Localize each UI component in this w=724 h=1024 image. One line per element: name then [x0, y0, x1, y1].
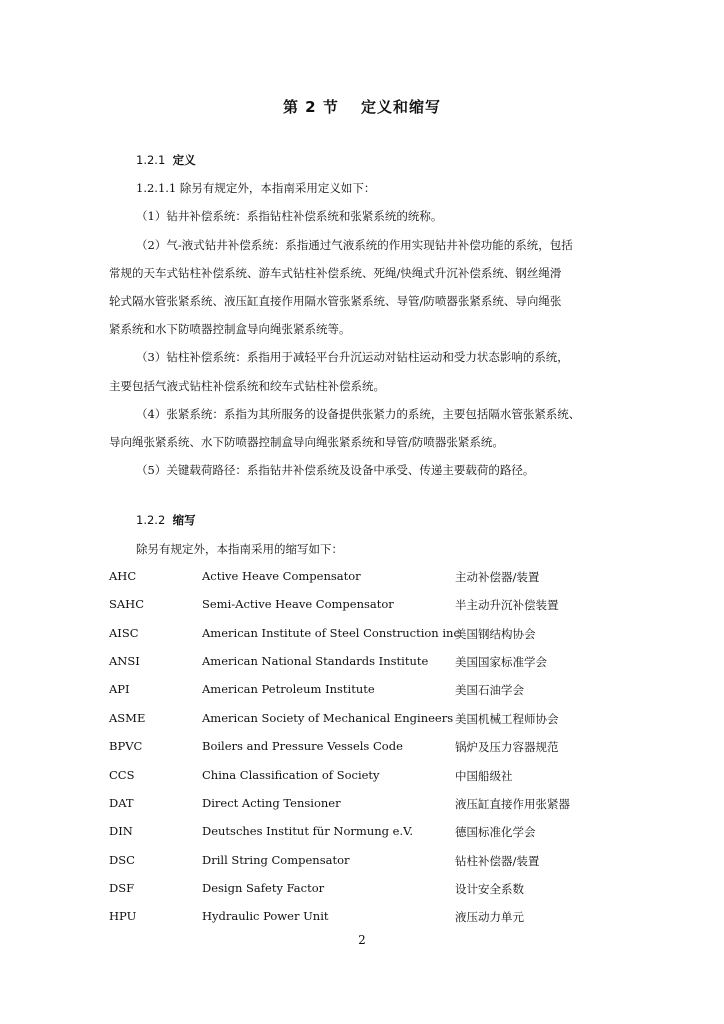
english-term: Boilers and Pressure Vessels Code	[202, 739, 403, 753]
abbreviation: AHC	[109, 569, 137, 583]
english-term: Hydraulic Power Unit	[202, 909, 329, 923]
abbreviation: BPVC	[109, 739, 143, 753]
english-term: Design Safety Factor	[202, 881, 325, 895]
table-row	[109, 909, 589, 925]
definition-item-2-line-2: 常规的天车式钻柱补偿系统、游车式钻柱补偿系统、死绳/快绳式升沉补偿系统、钢丝绳滑	[109, 266, 562, 280]
table-row	[109, 796, 589, 812]
table-row	[109, 597, 589, 613]
definitions-intro: 1.2.1.1 除另有规定外，本指南采用定义如下：	[136, 181, 376, 195]
table-row	[109, 682, 589, 698]
chinese-term: 主动补偿器/装置	[455, 570, 540, 584]
definitions-heading-number: 1.2.1	[136, 153, 166, 167]
chinese-term: 德国标准化学会	[455, 825, 536, 839]
abbreviations-heading-label: 缩写	[172, 513, 196, 527]
abbreviation: SAHC	[109, 597, 145, 611]
table-row	[109, 711, 589, 727]
chinese-term: 液压缸直接作用张紧器	[455, 797, 570, 811]
english-term: American National Standards Institute	[202, 654, 429, 668]
table-row	[109, 881, 589, 897]
definition-item-4-line-1: （4）张紧系统：系指为其所服务的设备提供张紧力的系统，主要包括隔水管张紧系统、	[136, 407, 581, 421]
english-term: Semi-Active Heave Compensator	[202, 597, 394, 611]
abbreviation: ASME	[109, 711, 146, 725]
chinese-term: 设计安全系数	[455, 882, 524, 896]
definition-item-4-line-2: 导向绳张紧系统、水下防喷器控制盒导向绳张紧系统和导管/防喷器张紧系统。	[109, 435, 504, 449]
english-term: China Classification of Society	[202, 768, 380, 782]
english-term: Deutsches Institut für Normung e.V.	[202, 824, 414, 838]
abbreviation: AISC	[109, 626, 139, 640]
table-row	[109, 768, 589, 784]
definition-item-2-line-1: （2）气-液式钻井补偿系统：系指通过气液系统的作用实现钻井补偿功能的系统，包括	[136, 238, 573, 252]
definition-item-5: （5）关键载荷路径：系指钻井补偿系统及设备中承受、传递主要载荷的路径。	[136, 463, 535, 477]
english-term: American Institute of Steel Construction inc	[202, 626, 460, 640]
chinese-term: 半主动升沉补偿装置	[455, 598, 559, 612]
chinese-term: 美国机械工程师协会	[455, 712, 559, 726]
definition-item-2-line-4: 紧系统和水下防喷器控制盒导向绳张紧系统等。	[109, 322, 351, 336]
chinese-term: 美国石油学会	[455, 683, 524, 697]
definitions-heading-label: 定义	[172, 153, 196, 167]
chinese-term: 美国钢结构协会	[455, 627, 536, 641]
definition-item-3-line-2: 主要包括气液式钻柱补偿系统和绞车式钻柱补偿系统。	[109, 379, 385, 393]
abbreviation: CCS	[109, 768, 135, 782]
abbreviations-heading-number: 1.2.2	[136, 513, 166, 527]
chinese-term: 液压动力单元	[455, 910, 524, 924]
table-row	[109, 853, 589, 869]
table-row	[109, 739, 589, 755]
table-row	[109, 654, 589, 670]
abbreviation: DSC	[109, 853, 135, 867]
table-row	[109, 626, 589, 642]
table-row	[109, 824, 589, 840]
abbreviations-heading	[136, 512, 196, 528]
english-term: Drill String Compensator	[202, 853, 350, 867]
definition-item-1: （1）钻井补偿系统：系指钻柱补偿系统和张紧系统的统称。	[136, 209, 443, 223]
chinese-term: 中国船级社	[455, 769, 513, 783]
abbreviation: HPU	[109, 909, 137, 923]
english-term: Active Heave Compensator	[202, 569, 361, 583]
abbreviation: API	[109, 682, 130, 696]
abbreviation: DSF	[109, 881, 135, 895]
abbreviation: ANSI	[109, 654, 140, 668]
page-title: 第 2 节 定义和缩写	[282, 98, 442, 116]
definition-item-2-line-3: 轮式隔水管张紧系统、液压缸直接作用隔水管张紧系统、导管/防喷器张紧系统、导向绳张	[109, 294, 562, 308]
chinese-term: 钻柱补偿器/装置	[455, 854, 540, 868]
chinese-term: 锅炉及压力容器规范	[455, 740, 559, 754]
abbreviation: DIN	[109, 824, 133, 838]
abbreviation: DAT	[109, 796, 134, 810]
table-row	[109, 569, 589, 585]
chinese-term: 美国国家标准学会	[455, 655, 547, 669]
definition-item-3-line-1: （3）钻柱补偿系统：系指用于减轻平台升沉运动对钻柱运动和受力状态影响的系统，	[136, 350, 569, 364]
english-term: American Petroleum Institute	[202, 682, 375, 696]
abbreviations-intro: 除另有规定外，本指南采用的缩写如下：	[136, 542, 343, 556]
english-term: Direct Acting Tensioner	[202, 796, 341, 810]
definitions-heading	[136, 152, 196, 168]
page-number: 2	[358, 933, 366, 947]
english-term: American Society of Mechanical Engineers	[202, 711, 454, 725]
